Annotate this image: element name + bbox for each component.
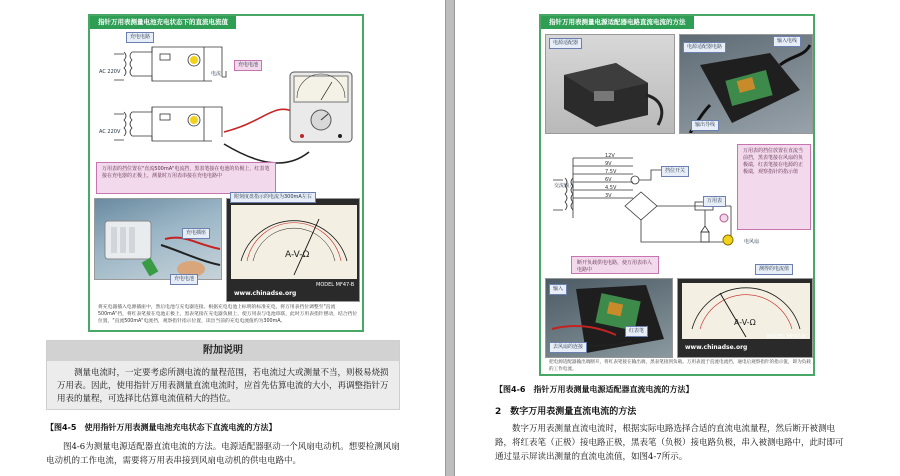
battery-pack-label: 充电电池 bbox=[170, 274, 198, 285]
figure-header: 指针万用表测量电池充电状态下的直流电流值 bbox=[90, 16, 236, 29]
input-line-label: 输入电线 bbox=[773, 36, 801, 47]
charging-socket-label: 充电插座 bbox=[182, 228, 210, 239]
meter-site-text: www.chinadse.org bbox=[234, 290, 297, 297]
right-setting-note: 万用表的挡位放置在直流当前挡，黑表笔接在风扇的负极端，红表笔接在电源的正极端，观察指针的指示值 bbox=[737, 144, 811, 230]
meter-model-text: MODEL MF47-B bbox=[767, 334, 806, 340]
charging-circuit-diagram bbox=[94, 32, 362, 177]
section-title: 2 数字万用表测量直流电流的方法 bbox=[495, 407, 637, 417]
meter-site-text: www.chinadse.org bbox=[685, 344, 748, 351]
fan-connection-label: 去风扇的连接 bbox=[549, 342, 587, 353]
figure-4-6-caption: 【图4-6 指针万用表测量电源适配器直流电流的方法】 bbox=[495, 385, 694, 394]
input-label: 输入 bbox=[549, 284, 567, 295]
multimeter-label: 万用表 bbox=[703, 196, 726, 207]
svg-text:A-V-Ω: A-V-Ω bbox=[734, 318, 756, 327]
addendum-title: 附加说明 bbox=[47, 341, 399, 361]
adapter-photo bbox=[545, 34, 675, 134]
charger-photo bbox=[94, 198, 222, 280]
voltage-tap-label: 7.5V bbox=[605, 169, 617, 175]
ac-label-1: AC 220V bbox=[99, 69, 121, 75]
fan-label: 电风扇 bbox=[744, 239, 760, 245]
right-body-paragraph: 数字万用表测量直流电流时，根据实际电路选择合适的直流电流量程，然后断开被测电路，将红表笔（正极）接电路正极，黑表笔（负极）接电路负极，串入被测电路中，此时即可通过显示屏读出测量的直流电流值，如图4-7所示。 bbox=[495, 424, 844, 462]
figure-4-6 bbox=[539, 14, 815, 376]
meter-reading-label: 附刻度盘指示的电流为300mA左右 bbox=[230, 192, 316, 203]
ac-label-2: AC 220V bbox=[99, 129, 121, 135]
measured-current-label: 测得的电流值 bbox=[755, 264, 793, 275]
page-gutter bbox=[445, 0, 455, 476]
switch-label: 挡位开关 bbox=[661, 166, 689, 177]
voltage-tap-label: 6V bbox=[605, 177, 612, 183]
figure-header: 指针万用表测量电源适配器电路直流电流的方法 bbox=[541, 16, 694, 29]
voltage-tap-label: 12V bbox=[605, 153, 615, 159]
charger-circuit-label: 充电电路 bbox=[126, 32, 154, 43]
figure-caption-text: 把电源适配器输出端断开，将红表笔接在输出端，黑表笔接到负载。万用表置于直流电流挡，通电后观察指针的指示值，即为负载的工作电流。 bbox=[549, 360, 811, 372]
addendum-text: 测量电流时，一定要考虑所测电流的量程范围，若电流过大或测量不当，则极易烧损万用表。因此，使用指针万用表测量直流电流时，应首先估算电流的大小，再调整指针万用表的量程，可选择比估算电流值稍大的挡位。 bbox=[57, 368, 389, 404]
output-line-label: 输出导线 bbox=[691, 120, 719, 131]
power-label: 电流 bbox=[211, 71, 222, 77]
adapter-label: 电源适配器 bbox=[549, 38, 582, 49]
voltage-tap-label: 9V bbox=[605, 161, 612, 167]
svg-text:A-V-Ω: A-V-Ω bbox=[285, 250, 310, 260]
ac-input-label: 交流输入 bbox=[554, 183, 575, 189]
voltage-tap-labels bbox=[605, 152, 616, 200]
left-body-paragraph: 图4-6为测量电源适配器直流电流的方法。电源适配器驱动一个风扇电动机。想要检测风扇电动机的工作电流，需要将万用表串接到风扇电动机的供电电路中。 bbox=[46, 442, 400, 466]
voltage-tap-label: 4.5V bbox=[605, 185, 617, 191]
voltage-tap-label: 3V bbox=[605, 193, 612, 199]
addendum-box bbox=[46, 340, 400, 410]
right-page bbox=[455, 0, 900, 476]
adapter-board-label: 电源适配器电路 bbox=[683, 42, 726, 53]
red-probe-label: 红表笔 bbox=[625, 326, 648, 337]
disconnect-note: 断开负载供电电路，使万用表串入电路中 bbox=[571, 256, 659, 274]
figure-4-5 bbox=[88, 14, 364, 332]
probe-setting-note: 万用表的挡位置在"直流500mA"电流挡，黑表笔接在电池的负极上，红表笔接在充电器的正极上，测量时万用表串接在充电电路中 bbox=[96, 162, 276, 194]
left-page bbox=[0, 0, 445, 476]
figure-caption-text: 将充电器插入电源插座中，然后电池与充电器连接。根据充电电池上标明的标准充电，将万用表挡位调整至"直流500mA"挡，将红表笔接在电池正极上，黑表笔接在充电器负极上，使万用表与电池串联，此时万用表指针摆动，结合挡位位置，"直流500mA"电流挡，观察指针指示位置，读出当前的充电电流值约为300mA。 bbox=[98, 305, 358, 324]
meter-model-text: MODEL MF47-B bbox=[316, 282, 355, 288]
figure-4-5-caption: 【图4-5 使用指针万用表测量电池充电状态下直流电流的方法】 bbox=[46, 423, 277, 432]
meter-battery-note: 充电电池 bbox=[234, 60, 262, 71]
